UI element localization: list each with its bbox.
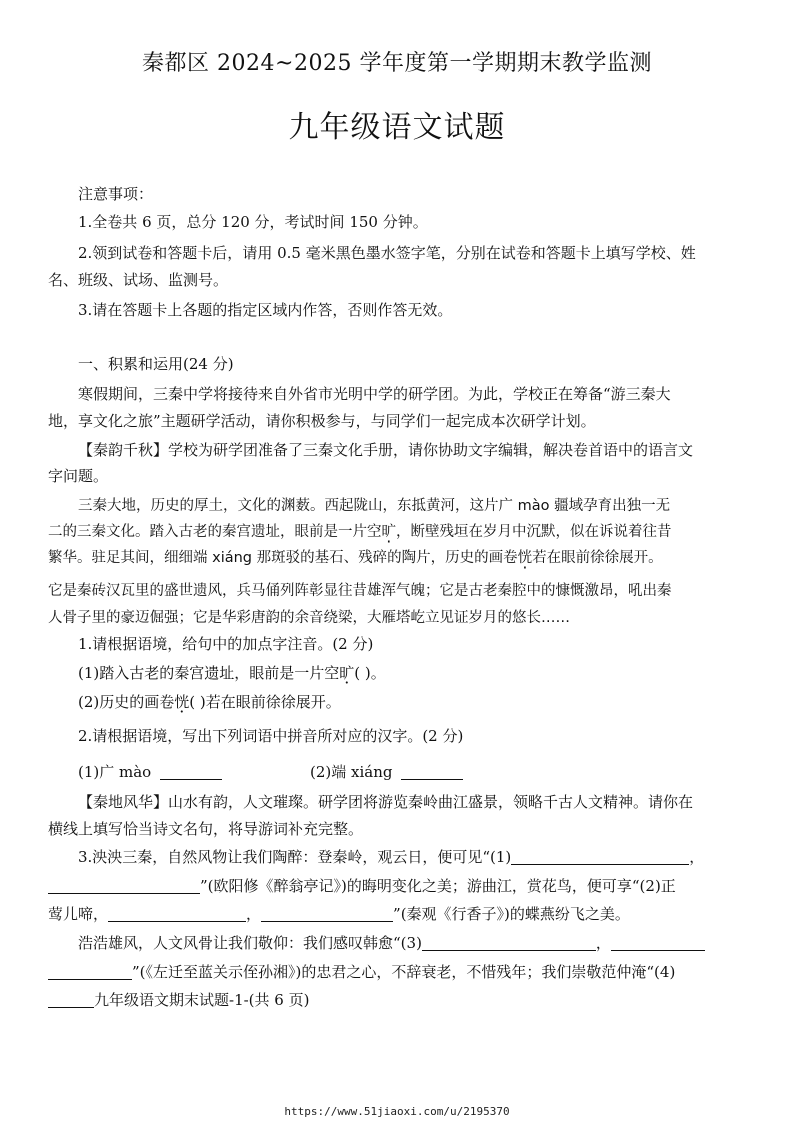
notice-item-1: 1.全卷共 6 页，总分 120 分，考试时间 150 分钟。 — [78, 213, 428, 231]
question-1: 1.请根据语境，给句中的加点字注音。(2 分) — [78, 635, 374, 653]
passage-line-2 — [48, 520, 672, 541]
part1-heading-line-1: 【秦韵千秋】学校为研学团准备了三秦文化手册，请你协助文字编辑，解决卷首语中的语言文 — [78, 441, 694, 459]
passage-line-3-pre: 繁华。驻足其间，细细端 xiáng 那斑驳的基石、残碎的陶片，历史的画卷 — [48, 550, 518, 566]
q1-2-answer-parens[interactable]: ( )若在眼前徐徐展开。 — [189, 693, 341, 711]
intro-line-1: 寒假期间，三秦中学将接待来自外省市光明中学的研学团。为此，学校正在筹备“游三秦大 — [78, 385, 671, 403]
exam-subtitle: 秦都区 2024~2025 学年度第一学期期末教学监测 — [142, 51, 652, 76]
q3-line-1-text: 3.泱泱三秦，自然风物让我们陶醉：登秦岭，观云日，便可见“(1) — [78, 848, 512, 866]
q3-blank-2a[interactable] — [108, 905, 246, 922]
question-3-line-4 — [78, 933, 705, 953]
q2-2-label: (2)端 xiáng — [310, 763, 393, 781]
q1-1-pre: (1)踏入古老的秦宫遗址，眼前是一片空 — [78, 664, 340, 682]
passage-line-2-pre: 二的三秦文化。踏入古老的秦宫遗址，眼前是一片空 — [48, 524, 382, 540]
page-footer: 九年级语文期末试题-1-(共 6 页) — [94, 991, 310, 1009]
question-2: 2.请根据语境，写出下列词语中拼音所对应的汉字。(2 分) — [78, 727, 464, 745]
part2-heading-line-1: 【秦地风华】山水有韵，人文璀璨。研学团将游览秦岭曲江盛景，领略千古人文精神。请你在 — [78, 793, 694, 811]
passage-line-4: 它是秦砖汉瓦里的盛世遗风，兵马俑列阵彰显往昔雄浑气魄；它是古老秦腔中的慷慨激昂，吼出秦 — [48, 583, 672, 599]
watermark-url[interactable]: https://www.51jiaoxi.com/u/2195370 — [284, 1105, 510, 1118]
question-3-line-3 — [48, 904, 630, 924]
q1-2-dotted-char: 恍 — [174, 693, 190, 711]
passage-line-5: 人骨子里的豪迈倔强；它是华彩唐韵的余音绕梁，大雁塔屹立见证岁月的悠长…… — [48, 610, 570, 626]
q2-1-answer-blank[interactable] — [160, 763, 222, 780]
q1-1-answer-parens[interactable]: ( )。 — [354, 664, 386, 682]
q3-blank-3b[interactable] — [611, 934, 705, 951]
q1-1-dotted-char: 旷 — [339, 664, 355, 682]
q1-2-pre: (2)历史的画卷 — [78, 693, 175, 711]
passage-line-2-post: ，断壁残垣在岁月中沉默，似在诉说着往昔 — [396, 524, 672, 540]
dotted-char-huang: 恍 — [517, 550, 533, 566]
q3-blank-3c[interactable] — [48, 963, 132, 980]
question-2-1 — [78, 762, 222, 782]
q3-blank-1b[interactable] — [48, 877, 200, 894]
notice-heading: 注意事项： — [78, 185, 154, 203]
q3-line-4-text: 浩浩雄风，人文风骨让我们敬仰：我们感叹韩愈“(3) — [78, 934, 422, 952]
question-3-line-2 — [48, 876, 676, 896]
section-heading: 一、积累和运用(24 分) — [78, 355, 234, 373]
q3-blank-2b[interactable] — [261, 905, 393, 922]
q2-1-label: (1)广 mào — [78, 763, 152, 781]
notice-item-3: 3.请在答题卡上各题的指定区域内作答，否则作答无效。 — [78, 301, 453, 319]
notice-item-2a: 2.领到试卷和答题卡后，请用 0.5 毫米黑色墨水签字笔，分别在试卷和答题卡上填写学校、姓 — [78, 244, 696, 262]
q3-line-3-post: ”(秦观《行香子》)的蝶燕纷飞之美。 — [393, 905, 630, 923]
dotted-char-kuang: 旷 — [381, 524, 396, 540]
intro-line-2: 地，享文化之旅”主题研学活动，请你积极参与，与同学们一起完成本次研学计划。 — [48, 412, 596, 430]
question-2-2 — [310, 762, 463, 782]
q3-blank-3a[interactable] — [422, 934, 596, 951]
q3-line-5-text: ”(《左迁至蓝关示侄孙湘》)的忠君之心，不辞衰老，不惜残年；我们崇敬范仲淹“(4) — [132, 963, 676, 981]
notice-item-2b: 名、班级、试场、监测号。 — [48, 271, 229, 289]
q3-blank-1a[interactable] — [511, 848, 689, 865]
q3-line-1-end: ， — [689, 848, 705, 866]
q3-blank-4a[interactable] — [48, 991, 94, 1008]
question-3-line-5 — [48, 962, 675, 982]
question-1-2 — [78, 692, 341, 712]
question-1-1 — [78, 663, 386, 683]
passage-line-1: 三秦大地，历史的厚土，文化的渊薮。西起陇山，东抵黄河，这片广 mào 疆域孕育出独一无 — [78, 498, 671, 514]
part1-heading-line-2: 字问题。 — [48, 467, 109, 485]
q3-line-2-text: ”(欧阳修《醉翁亭记》)的晦明变化之美；游曲江，赏花鸟，便可享“(2)正 — [200, 877, 676, 895]
question-3-line-1 — [78, 847, 704, 867]
exam-title: 九年级语文试题 — [288, 110, 506, 145]
passage-line-3-post: 若在眼前徐徐展开。 — [532, 550, 663, 566]
q2-2-answer-blank[interactable] — [401, 763, 463, 780]
q3-line-3-mid: ， — [246, 905, 262, 923]
part2-heading-line-2: 横线上填写恰当诗文名句，将导游词补充完整。 — [48, 820, 364, 838]
q3-line-3-pre: 莺儿啼， — [48, 905, 109, 923]
question-3-line-6 — [48, 990, 309, 1010]
q3-line-4-mid: ， — [595, 934, 611, 952]
passage-line-3 — [48, 546, 663, 567]
